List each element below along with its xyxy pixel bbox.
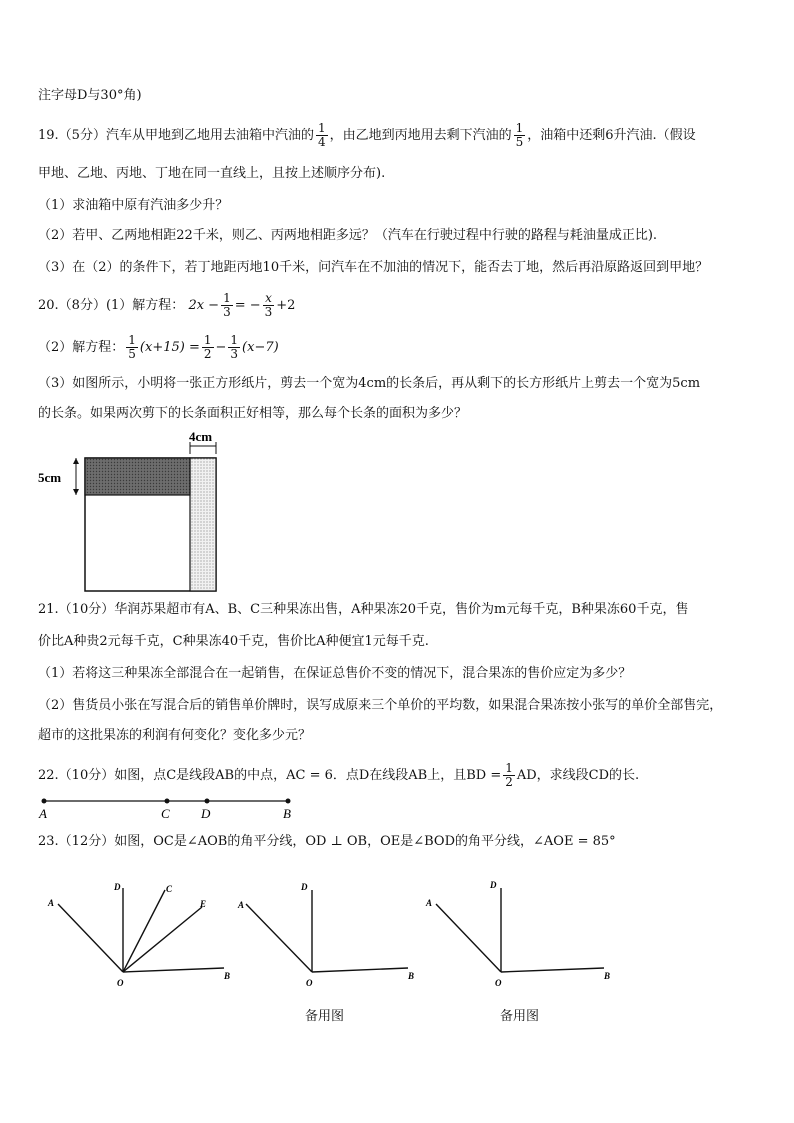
svg-text:A: A xyxy=(238,900,245,910)
svg-text:B: B xyxy=(224,971,231,981)
svg-text:D: D xyxy=(114,882,121,892)
prev-question-tail: 注字母D与30°角) xyxy=(38,88,142,103)
q19-part1: （1）求油箱中原有汽油多少升？ xyxy=(38,198,229,213)
svg-text:B: B xyxy=(408,971,415,981)
label-5cm: 5cm xyxy=(38,470,62,485)
point-D: D xyxy=(201,806,211,821)
q21-part1: （1）若将这三种果冻全部混合在一起销售，在保证总售价不变的情况下，混合果冻的售价应定为多少？ xyxy=(38,666,632,681)
q21-part2-line2: 超市的这批果冻的利润有何变化？变化多少元？ xyxy=(38,728,312,743)
q20-part3-line2: 的长条。如果两次剪下的长条面积正好相等，那么每个长条的面积为多少？ xyxy=(38,406,468,421)
fraction: $\frac{1}{4}$ xyxy=(317,121,326,149)
svg-text:O: O xyxy=(117,978,124,988)
svg-text:A: A xyxy=(426,898,433,908)
angle-figure-spare-1 xyxy=(234,878,424,993)
fraction: $\frac{1}{5}$ xyxy=(515,121,524,149)
label-4cm: 4cm xyxy=(189,429,213,444)
q19-part2: （2）若甲、乙两地相距22千米，则乙、丙两地相距多远？（汽车在行驶过程中行驶的路程与耗油量成正比). xyxy=(38,228,658,243)
spare-figure-caption-2: 备用图 xyxy=(500,1009,540,1024)
q19-line2: 甲地、乙地、丙地、丁地在同一直线上，且按上述顺序分布). xyxy=(38,166,386,181)
svg-text:D: D xyxy=(490,880,497,890)
q21-part2-line1: （2）售货员小张在写混合后的销售单价牌时，误写成原来三个单价的平均数，如果混合果冻按小张写的单价全部售完， xyxy=(38,698,723,713)
q21-line1: 21.（10分）华润苏果超市有A、B、C三种果冻出售，A种果冻20千克，售价为m元每千克，B种果冻60千克，售 xyxy=(38,602,689,617)
segment-figure xyxy=(34,794,304,824)
point-B: B xyxy=(283,806,291,821)
spare-figure-caption-1: 备用图 xyxy=(305,1009,345,1024)
square-strip-figure xyxy=(38,428,238,594)
svg-text:B: B xyxy=(604,971,611,981)
point-A: A xyxy=(39,806,47,821)
q20-line1: 20.（8分）(1）解方程： 2x − $\frac{1}{3}$ = − $\frac{x}{3}$ +2 xyxy=(38,291,296,319)
q20-part3-line1: （3）如图所示，小明将一张正方形纸片，剪去一个宽为4cm的长条后，再从剩下的长方形纸片上剪去一个宽为5cm xyxy=(38,376,701,391)
q23-line: 23.（12分）如图，OC是∠AOB的角平分线，OD ⊥ OB，OE是∠BOD的角平分线，∠AOE = 85° xyxy=(38,834,616,849)
q22-line1: 22.（10分）如图，点C是线段AB的中点，AC = 6．点D在线段AB上，且BD = $\frac{1}{2}$ AD，求线段CD的长. xyxy=(38,761,640,789)
svg-text:C: C xyxy=(166,884,173,894)
angle-figure-spare-2 xyxy=(422,878,622,993)
q21-line2: 价比A种贵2元每千克，C种果冻40千克，售价比A种便宜1元每千克. xyxy=(38,634,429,649)
svg-text:O: O xyxy=(306,978,313,988)
svg-text:D: D xyxy=(301,882,308,892)
svg-text:E: E xyxy=(200,899,207,909)
q20-line2: （2）解方程： $\frac{1}{5}$ (x+15) = $\frac{1}{2}$ − $\frac{1}{3}$ (x−7) xyxy=(38,333,279,361)
angle-figure-main xyxy=(44,878,244,993)
q19-line1: 19.（5分）汽车从甲地到乙地用去油箱中汽油的 $\frac{1}{4}$ ，由乙地到丙地用去剩下汽油的 $\frac{1}{5}$ ，油箱中还剩6升汽油.（假设 xyxy=(38,121,696,149)
q19-part3: （3）在（2）的条件下，若丁地距丙地10千米，问汽车在不加油的情况下，能否去丁地，然后再沿原路返回到甲地？ xyxy=(38,260,709,275)
svg-text:O: O xyxy=(495,978,502,988)
svg-text:A: A xyxy=(48,898,55,908)
point-C: C xyxy=(161,806,170,821)
